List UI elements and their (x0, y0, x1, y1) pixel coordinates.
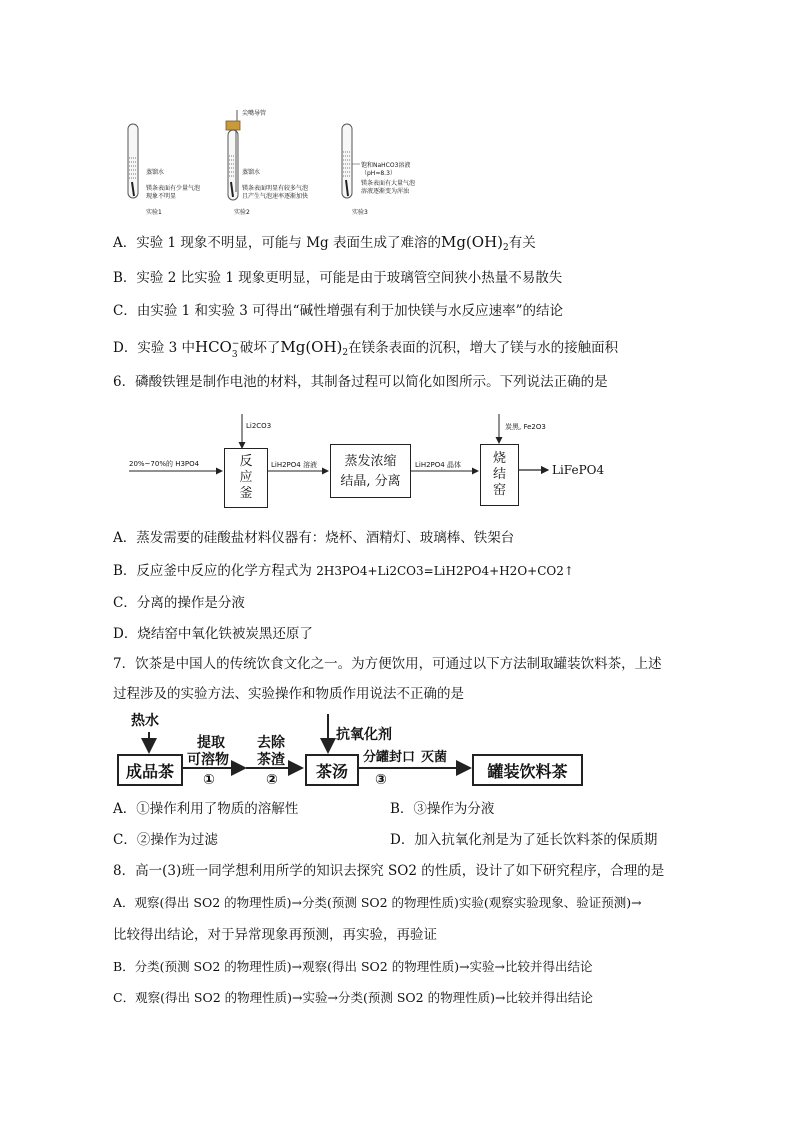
tube2-shape (226, 110, 240, 200)
tube2-top-label: 尖嘴导管 (242, 110, 267, 117)
q7-hot-water-label: 热水 (131, 713, 159, 729)
q6-stem: 6．磷酸铁锂是制作电池的材料，其制备过程可以简化如图所示。下列说法正确的是 (113, 374, 608, 390)
tube1-water-label: 蒸馏水 (146, 169, 165, 176)
q6-kiln-box: 烧结窑 (480, 444, 519, 506)
q5-option-a: A．实验 1 现象不明显，可能与 Mg 表面生成了难溶的$Mg(OH)_2$有关 (113, 233, 536, 253)
tube2-caption: 实验2 (234, 209, 250, 216)
q7-option-b: B．③操作为分液 (390, 801, 495, 817)
q7-step2-top: 去除 (257, 735, 285, 751)
q7-option-d: D．加入抗氧化剂是为了延长饮料茶的保质期 (390, 832, 658, 848)
q7-step1-top: 提取 (197, 735, 225, 751)
q7-step3-number: ③ (375, 772, 387, 788)
tube3-note2: 溶液逐渐变为浑浊 (361, 188, 410, 195)
tube3-shape (342, 124, 360, 198)
tube3-caption: 实验3 (352, 209, 368, 216)
q6-arrow2-label: LiH2PO4 晶体 (415, 461, 461, 469)
q6-reactor-box: 反应釜 (224, 448, 268, 508)
tube3-note1: 镁条表面有大量气泡 (361, 180, 416, 187)
q7-flowchart (115, 710, 675, 796)
q6-option-a: A．蒸发需要的硅酸盐材料仪器有：烧杯、酒精灯、玻璃棒、铁架台 (113, 530, 515, 546)
tube1-note2: 现象不明显 (146, 193, 177, 200)
q6-li2co3-label: Li2CO3 (246, 422, 272, 430)
tube1-note1: 镁条表面有少量气泡 (146, 185, 201, 192)
q6-option-b: B．反应釜中反应的化学方程式为 2H3PO4+Li2CO3=LiH2PO4+H2O+CO2↑ (113, 563, 574, 579)
tube2-water-label: 蒸馏水 (242, 169, 261, 176)
q8-stem: 8．高一(3)班一同学想利用所学的知识去探究 SO2 的性质，设计了如下研究程序，合理的是 (113, 863, 665, 879)
experiment-figure (110, 100, 460, 218)
q7-box-finished-tea: 成品茶 (117, 754, 183, 786)
q5-option-d: D．实验 3 中HCO − 3 破坏了$Mg(OH)_2$在镁条表面的沉积，增大了镁与水的接触面积 (113, 338, 619, 360)
q8-option-b: B．分类(预测 SO2 的物理性质)→观察(得出 SO2 的物理性质)→实验→比较并得出结论 (113, 959, 593, 974)
tube2-note1: 镁条表面明显有较多气泡 (242, 185, 309, 192)
q7-box-tea-soup: 茶汤 (305, 754, 359, 786)
q7-antioxidant-label: 抗氧化剂 (336, 727, 392, 743)
q8-option-a-line1: A．观察(得出 SO2 的物理性质)→分类(预测 SO2 的物理性质)实验(观察实验现象、验证预测)→ (113, 895, 642, 910)
q7-stem-line1: 7．饮茶是中国人的传统饮食文化之一。为方便饮用，可通过以下方法制取罐装饮料茶，上述 (113, 656, 662, 672)
tube1-shape (128, 124, 138, 198)
q7-sterilize-label: 灭菌 (421, 750, 448, 765)
q8-option-a-line2: 比较得出结论，对于异常现象再预测，再实验，再验证 (113, 927, 437, 943)
q7-step2-number: ② (266, 772, 278, 788)
q8-option-c: C．观察(得出 SO2 的物理性质)→实验→分类(预测 SO2 的物理性质)→比较并得出结论 (113, 990, 593, 1005)
q7-option-a: A．①操作利用了物质的溶解性 (113, 801, 299, 817)
q7-option-c: C．②操作为过滤 (113, 832, 218, 848)
q5-option-c: C．由实验 1 和实验 3 可得出“碱性增强有利于加快镁与水反应速率”的结论 (113, 303, 563, 319)
q7-step2-bottom: 茶渣 (257, 752, 285, 768)
tube1-caption: 实验1 (146, 209, 162, 216)
tube3-sol2: （pH≈8.3） (361, 170, 396, 177)
q6-option-c: C．分离的操作是分液 (113, 595, 245, 611)
q6-flowchart (125, 408, 645, 518)
q7-box-canned-tea: 罐装饮料茶 (472, 754, 583, 786)
tube3-sol1: 饱和NaHCO3溶液 (361, 162, 411, 169)
tube2-note2: 且产生气泡速率逐渐加快 (242, 193, 309, 200)
q7-stem-line2: 过程涉及的实验方法、实验操作和物质作用说法不正确的是 (113, 686, 464, 702)
q5-option-b: B．实验 2 比实验 1 现象更明显，可能是由于玻璃管空间狭小热量不易散失 (113, 270, 563, 286)
q6-carbon-label: 炭黑, Fe2O3 (505, 423, 546, 431)
q6-option-d: D．烧结窑中氧化铁被炭黑还原了 (113, 626, 313, 642)
q6-arrow1-label: LiH2PO4 溶液 (271, 461, 317, 469)
q6-evaporation-box: 蒸发浓缩 结晶, 分离 (330, 444, 411, 498)
q7-step1-bottom: 可溶物 (187, 752, 229, 768)
q7-step1-number: ① (203, 772, 215, 788)
test-tubes-drawing (110, 100, 460, 218)
q6-input-label: 20%~70%的 H3PO4 (129, 460, 200, 468)
q6-product-label: LiFePO4 (552, 463, 605, 477)
q7-step3-label: 分罐封口 (363, 750, 416, 765)
